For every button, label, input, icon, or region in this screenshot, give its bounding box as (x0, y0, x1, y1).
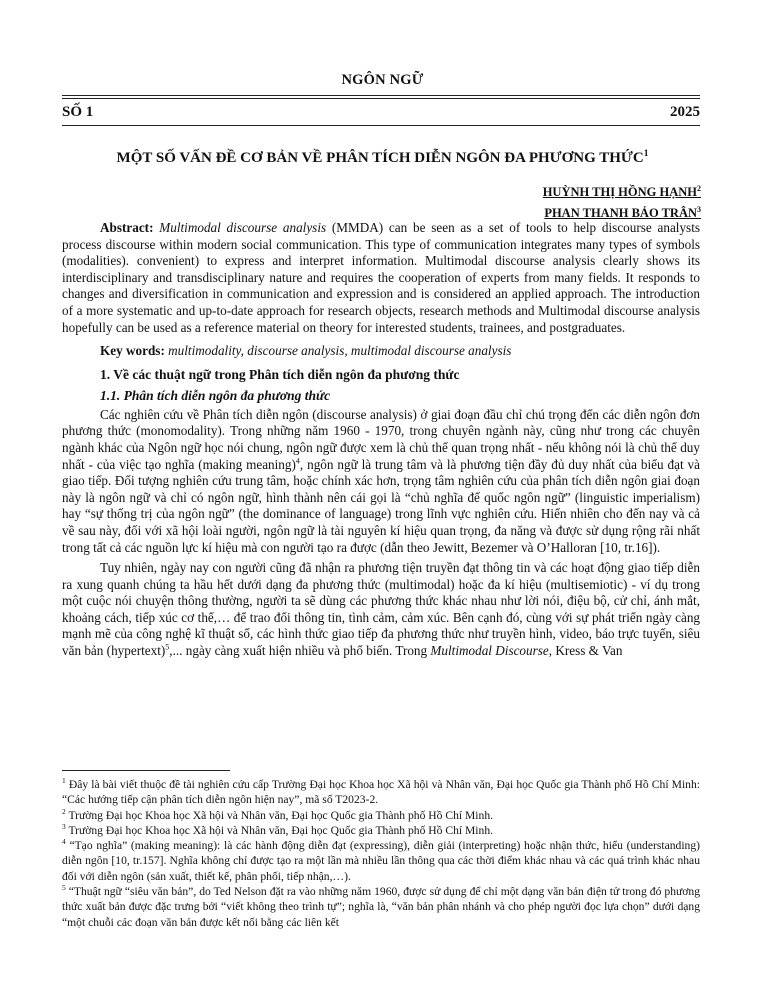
title-footnote-ref[interactable]: 1 (643, 149, 649, 159)
body-paragraph-2-part1: Tuy nhiên, ngày nay con người cũng đã nhận ra phương tiện truyền đạt thông tin và các hoạt động giao tiếp diễn ra xung quanh chúng ta hầu hết dưới dạng đa phương thức (multimodal) hoặc đa kí hiệu (multisemiotic) - ví dụ trong một cuộc nói chuyện thông thường, người ta sẽ dùng các phương thức khác nhau như lời nói, điệu bộ, cử chỉ, ánh mắt, khoảng cách, tiếp xúc cơ thể,… để trao đổi thông tin, tình cảm, cảm xúc. Bên cạnh đó, cùng với sự phát triển ngày càng mạnh mẽ của công nghệ kĩ thuật số, các hình thức giao tiếp đa phương thức như truyền hình, video, báo trực tuyến, siêu văn bản (hypertext) (62, 560, 700, 659)
body-paragraph-2-part2: ,... ngày càng xuất hiện nhiều và phổ biến. Trong (169, 643, 431, 659)
footnote-2-text: Trường Đại học Khoa học Xã hội và Nhân văn, Đại học Quốc gia Thành phố Hồ Chí Minh. (65, 808, 494, 822)
footnote-2-mark: 2 (62, 806, 66, 816)
footnote-2 (62, 808, 700, 823)
footnote-ref-5[interactable]: 5 (165, 642, 170, 652)
author-2-footnote-ref[interactable]: 3 (697, 205, 701, 215)
body-paragraph-2-part3: , Kress & Van (548, 643, 623, 659)
paper-body (62, 220, 700, 664)
footnote-1-text: Đây là bài viết thuộc đề tài nghiên cứu cấp Trường Đại học Khoa học Xã hội và Nhân văn, Đại học Quốc gia Thành phố Hồ Chí Minh: “Các hướng tiếp cận phân tích diễn ngôn hiện nay”, mã số T2023-2. (62, 778, 700, 807)
issue-number: SỐ 1 (62, 104, 94, 120)
header-rule-bottom (62, 125, 700, 126)
footnote-1 (62, 777, 700, 808)
keywords-label: Key words: (100, 343, 165, 359)
keywords-text: multimodality, discourse analysis, multimodal discourse analysis (164, 343, 512, 359)
author-1-footnote-ref[interactable]: 2 (697, 184, 701, 193)
body-paragraph-2 (62, 560, 700, 660)
abstract-text: (MMDA) can be seen as a set of tools to help discourse analysts process discourse within modern social communication. This type of communication integrates many types of symbols (modalities). convenient) to express and interpret information. Multimodal discourse analysis clearly shows its interdisciplinary and transdisciplinary nature and requires the cooperation of experts from many fields. It responds to changes and diversification in communication and expression and is considered an applied approach. The introduction of a more systematic and up-to-date approach for research objects, research methods and Multimodal discourse analysis hopefully can be used as a reference material on theory for interested students, trainees, and postgraduates. (62, 220, 700, 335)
author-list (543, 180, 701, 222)
footnote-3 (62, 823, 700, 838)
abstract-lead-term: Multimodal discourse analysis (159, 220, 327, 235)
footnote-ref-4[interactable]: 4 (295, 456, 300, 466)
footnote-4-mark: 4 (62, 837, 66, 847)
journal-name: NGÔN NGỮ (341, 72, 424, 88)
paper-title (40, 149, 725, 167)
issue-line (62, 104, 700, 121)
footnote-4-text: “Tạo nghĩa” (making meaning): là các hành động diễn đạt (expressing), diễn giải (interpreting) hoặc nhận thức, hiểu (understanding) diễn ngôn [10, tr.157]. Nghĩa không chỉ được tạo ra một lần mà nhiều lần thông qua các thời điểm khác nhau và các quá trình khác nhau đối với diễn ngôn (sản xuất, thiết kế, phân phối, tiếp nhận,…). (62, 839, 700, 883)
issue-year: 2025 (670, 104, 700, 120)
footnote-5-text: “Thuật ngữ “siêu văn bản”, do Ted Nelson đặt ra vào những năm 1960, được sử dụng để chỉ một dạng văn bản điện tử trong đó phương thức xuất bản được đặc trưng bởi “viết không theo trình tự”; nghĩa là, “văn bản phân nhánh và cho phép người đọc lựa chọn” dưới dạng “một chuỗi các đoạn văn bản được kết nối bằng các liên kết (62, 885, 700, 929)
section-1-1-heading: 1.1. Phân tích diễn ngôn đa phương thức (100, 387, 331, 403)
footnote-separator (62, 770, 230, 771)
footnote-1-mark: 1 (62, 776, 66, 786)
keywords (62, 343, 700, 360)
book-title-multimodal-discourse: Multimodal Discourse (430, 643, 549, 659)
author-1-name: HUỲNH THỊ HỒNG HẠNH (542, 185, 697, 200)
body-paragraph-1 (62, 407, 700, 556)
abstract-label: Abstract: (100, 220, 154, 235)
footnote-3-mark: 3 (62, 822, 66, 832)
body-paragraph-1-part2: , ngôn ngữ là trung tâm và là phương tiện đầy đủ duy nhất của biểu đạt và giao tiếp. Đối tượng nghiên cứu trung tâm, hoặc chính xác hơn, trọng tâm nghiên cứu của phân tích diễn ngôn giai đoạn này là ngôn ngữ và chỉ có ngôn ngữ, hình thành nên cái gọi là “chủ nghĩa đế quốc ngôn ngữ” (linguistic imperialism) hay “sự thống trị của ngôn ngữ” (the dominance of language) trong lĩnh vực nghiên cứu. Hiển nhiên cho đến nay và cả về sau này, đối với xã hội loài người, ngôn ngữ là tài nguyên kí hiệu quan trọng, đa năng và được sử dụng rộng rãi nhất trong tất cả các nguồn lực kí hiệu mà con người tạo ra được (dẫn theo Jewitt, Bezemer và O’Halloran [10, tr.16]). (62, 456, 700, 555)
header-rule-second (62, 98, 700, 99)
abstract (62, 220, 700, 336)
author-1 (543, 180, 701, 201)
author-2-name: PHAN THANH BẢO TRÂN (544, 206, 697, 221)
footnote-5-mark: 5 (62, 883, 66, 893)
section-1-heading: 1. Về các thuật ngữ trong Phân tích diễn ngôn đa phương thức (100, 366, 460, 382)
footnote-4 (62, 838, 700, 884)
footnote-3-text: Trường Đại học Khoa học Xã hội và Nhân văn, Đại học Quốc gia Thành phố Hồ Chí Minh. (65, 823, 494, 837)
body-paragraph-1-part1: Các nghiên cứu về Phân tích diễn ngôn (discourse analysis) ở giai đoạn đầu chỉ chú trọng đến các diễn ngôn đơn phương thức (monomodality). Trong những năm 1960 - 1970, trong chuyên ngành này, cũng như trong các chuyên ngành khác của Ngôn ngữ học nói chung, ngôn ngữ được xem là chủ thể quan trọng nhất - nếu không nói là chủ thể duy nhất - của việc tạo nghĩa (making meaning) (62, 406, 700, 472)
footnotes (62, 777, 700, 930)
header-rule-top (62, 95, 700, 96)
footnote-5 (62, 884, 700, 930)
paper-title-text: MỘT SỐ VẤN ĐỀ CƠ BẢN VỀ PHÂN TÍCH DIỄN NGÔN ĐA PHƯƠNG THỨC (116, 150, 644, 166)
